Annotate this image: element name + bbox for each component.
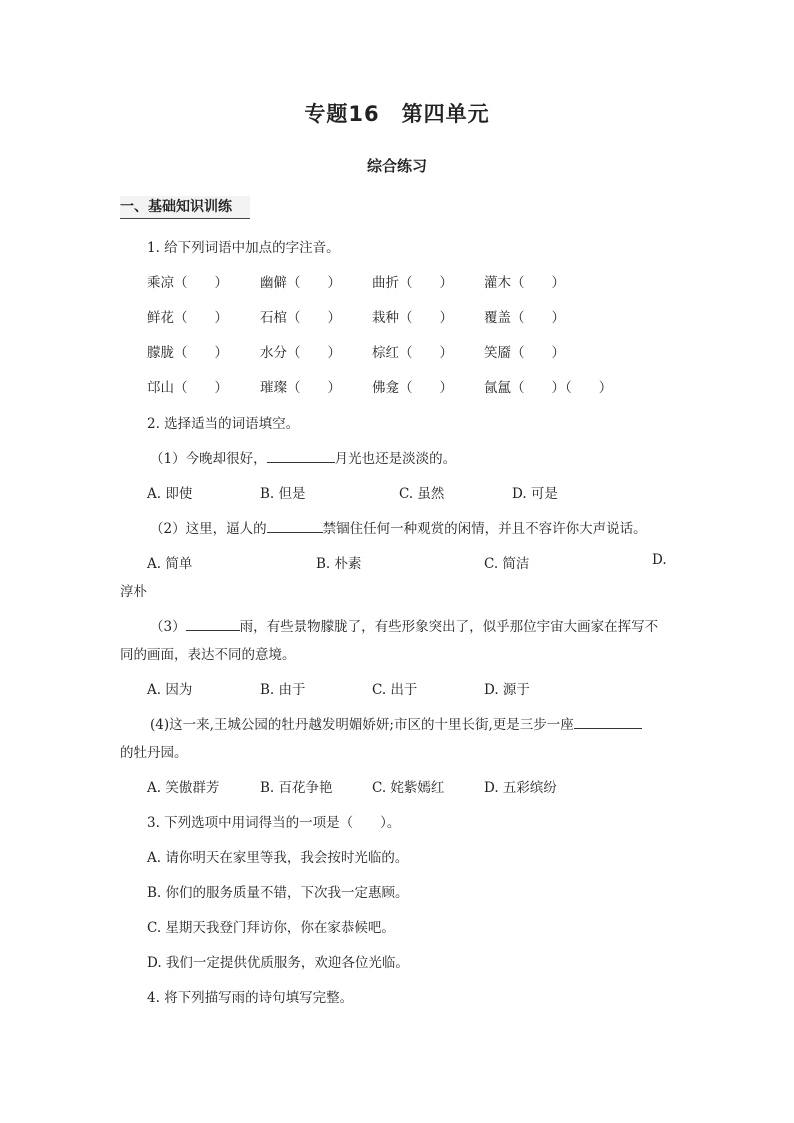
q1-item: 乘凉（ ） <box>147 275 228 291</box>
option[interactable]: D. <box>652 552 667 568</box>
option[interactable]: C. 简洁 <box>484 556 530 572</box>
q1-item: 幽僻（ ） <box>260 275 341 291</box>
q3-option-a[interactable]: A. 请你明天在家里等我，我会按时光临的。 <box>147 850 409 866</box>
q1-item: 栽种（ ） <box>372 310 453 326</box>
option[interactable]: B. 百花争艳 <box>260 780 333 796</box>
q3-option-c[interactable]: C. 星期天我登门拜访你，你在家恭候吧。 <box>147 920 395 936</box>
q1-item: 曲折（ ） <box>372 275 453 291</box>
q1-item: 邙山（ ） <box>147 380 228 396</box>
option[interactable]: D. 可是 <box>512 486 558 502</box>
page-title: 专题16 第四单元 <box>304 102 490 126</box>
q1-item: 氤氲（ ）（ ） <box>484 380 613 396</box>
sentence-text: （3） <box>150 619 186 635</box>
option[interactable]: A. 笑傲群芳 <box>147 780 220 796</box>
q4-stem: 4. 将下列描写雨的诗句填写完整。 <box>147 990 354 1006</box>
q2-sentence-1 <box>150 447 456 467</box>
q3-option-d[interactable]: D. 我们一定提供优质服务，欢迎各位光临。 <box>147 955 409 971</box>
q1-stem: 1. 给下列词语中加点的字注音。 <box>147 240 340 256</box>
sentence-text: 雨，有些景物朦胧了，有些形象突出了，似乎那位宇宙大画家在挥写不 <box>239 619 659 635</box>
option-wrap: 淳朴 <box>120 584 147 600</box>
q2-sentence-4-cont: 的牡丹园。 <box>120 745 188 761</box>
fill-blank[interactable] <box>267 531 323 533</box>
option[interactable]: B. 由于 <box>260 682 306 698</box>
option[interactable]: D. 源于 <box>484 682 530 698</box>
q1-item: 水分（ ） <box>260 345 341 361</box>
q1-item: 朦胧（ ） <box>147 345 228 361</box>
option[interactable]: A. 因为 <box>147 682 193 698</box>
option[interactable]: C. 虽然 <box>399 486 445 502</box>
q2-sentence-2 <box>150 517 647 537</box>
option[interactable]: A. 简单 <box>147 556 193 572</box>
q1-item: 璀璨（ ） <box>260 380 341 396</box>
sentence-text: 月光也还是淡淡的。 <box>334 451 457 467</box>
fill-blank[interactable] <box>574 727 642 729</box>
option[interactable]: D. 五彩缤纷 <box>484 780 557 796</box>
q2-sentence-3 <box>150 615 658 635</box>
q1-item: 石棺（ ） <box>260 310 341 326</box>
q2-stem: 2. 选择适当的词语填空。 <box>147 416 300 432</box>
fill-blank[interactable] <box>267 461 335 463</box>
option[interactable]: C. 出于 <box>372 682 418 698</box>
q1-item: 佛龛（ ） <box>372 380 453 396</box>
sentence-text: 禁锢住任何一种观赏的闲情，并且不容许你大声说话。 <box>322 521 647 537</box>
q2-sentence-4 <box>150 713 642 733</box>
q1-item: 笑靥（ ） <box>484 345 565 361</box>
section-heading: 一、基础知识训练 <box>120 196 250 219</box>
q2-sentence-3-cont: 同的画面，表达不同的意境。 <box>120 647 296 663</box>
fill-blank[interactable] <box>186 629 240 631</box>
q1-item: 覆盖（ ） <box>484 310 565 326</box>
option[interactable]: A. 即使 <box>147 486 193 502</box>
q3-stem: 3. 下列选项中用词得当的一项是（ ）。 <box>147 815 401 831</box>
sentence-text: （2）这里，逼人的 <box>150 521 267 537</box>
q1-item: 鲜花（ ） <box>147 310 228 326</box>
option[interactable]: C. 姹紫嫣红 <box>372 780 445 796</box>
q1-item: 棕红（ ） <box>372 345 453 361</box>
q3-option-b[interactable]: B. 你们的服务质量不错，下次我一定惠顾。 <box>147 885 409 901</box>
page-subtitle: 综合练习 <box>366 157 427 175</box>
option[interactable]: B. 朴素 <box>316 556 362 572</box>
option[interactable]: B. 但是 <box>260 486 306 502</box>
sentence-text: （1）今晚却很好， <box>150 451 267 467</box>
sentence-text: (4)这一来,王城公园的牡丹越发明媚娇妍;市区的十里长街,更是三步一座 <box>150 717 574 733</box>
q1-item: 灌木（ ） <box>484 275 565 291</box>
